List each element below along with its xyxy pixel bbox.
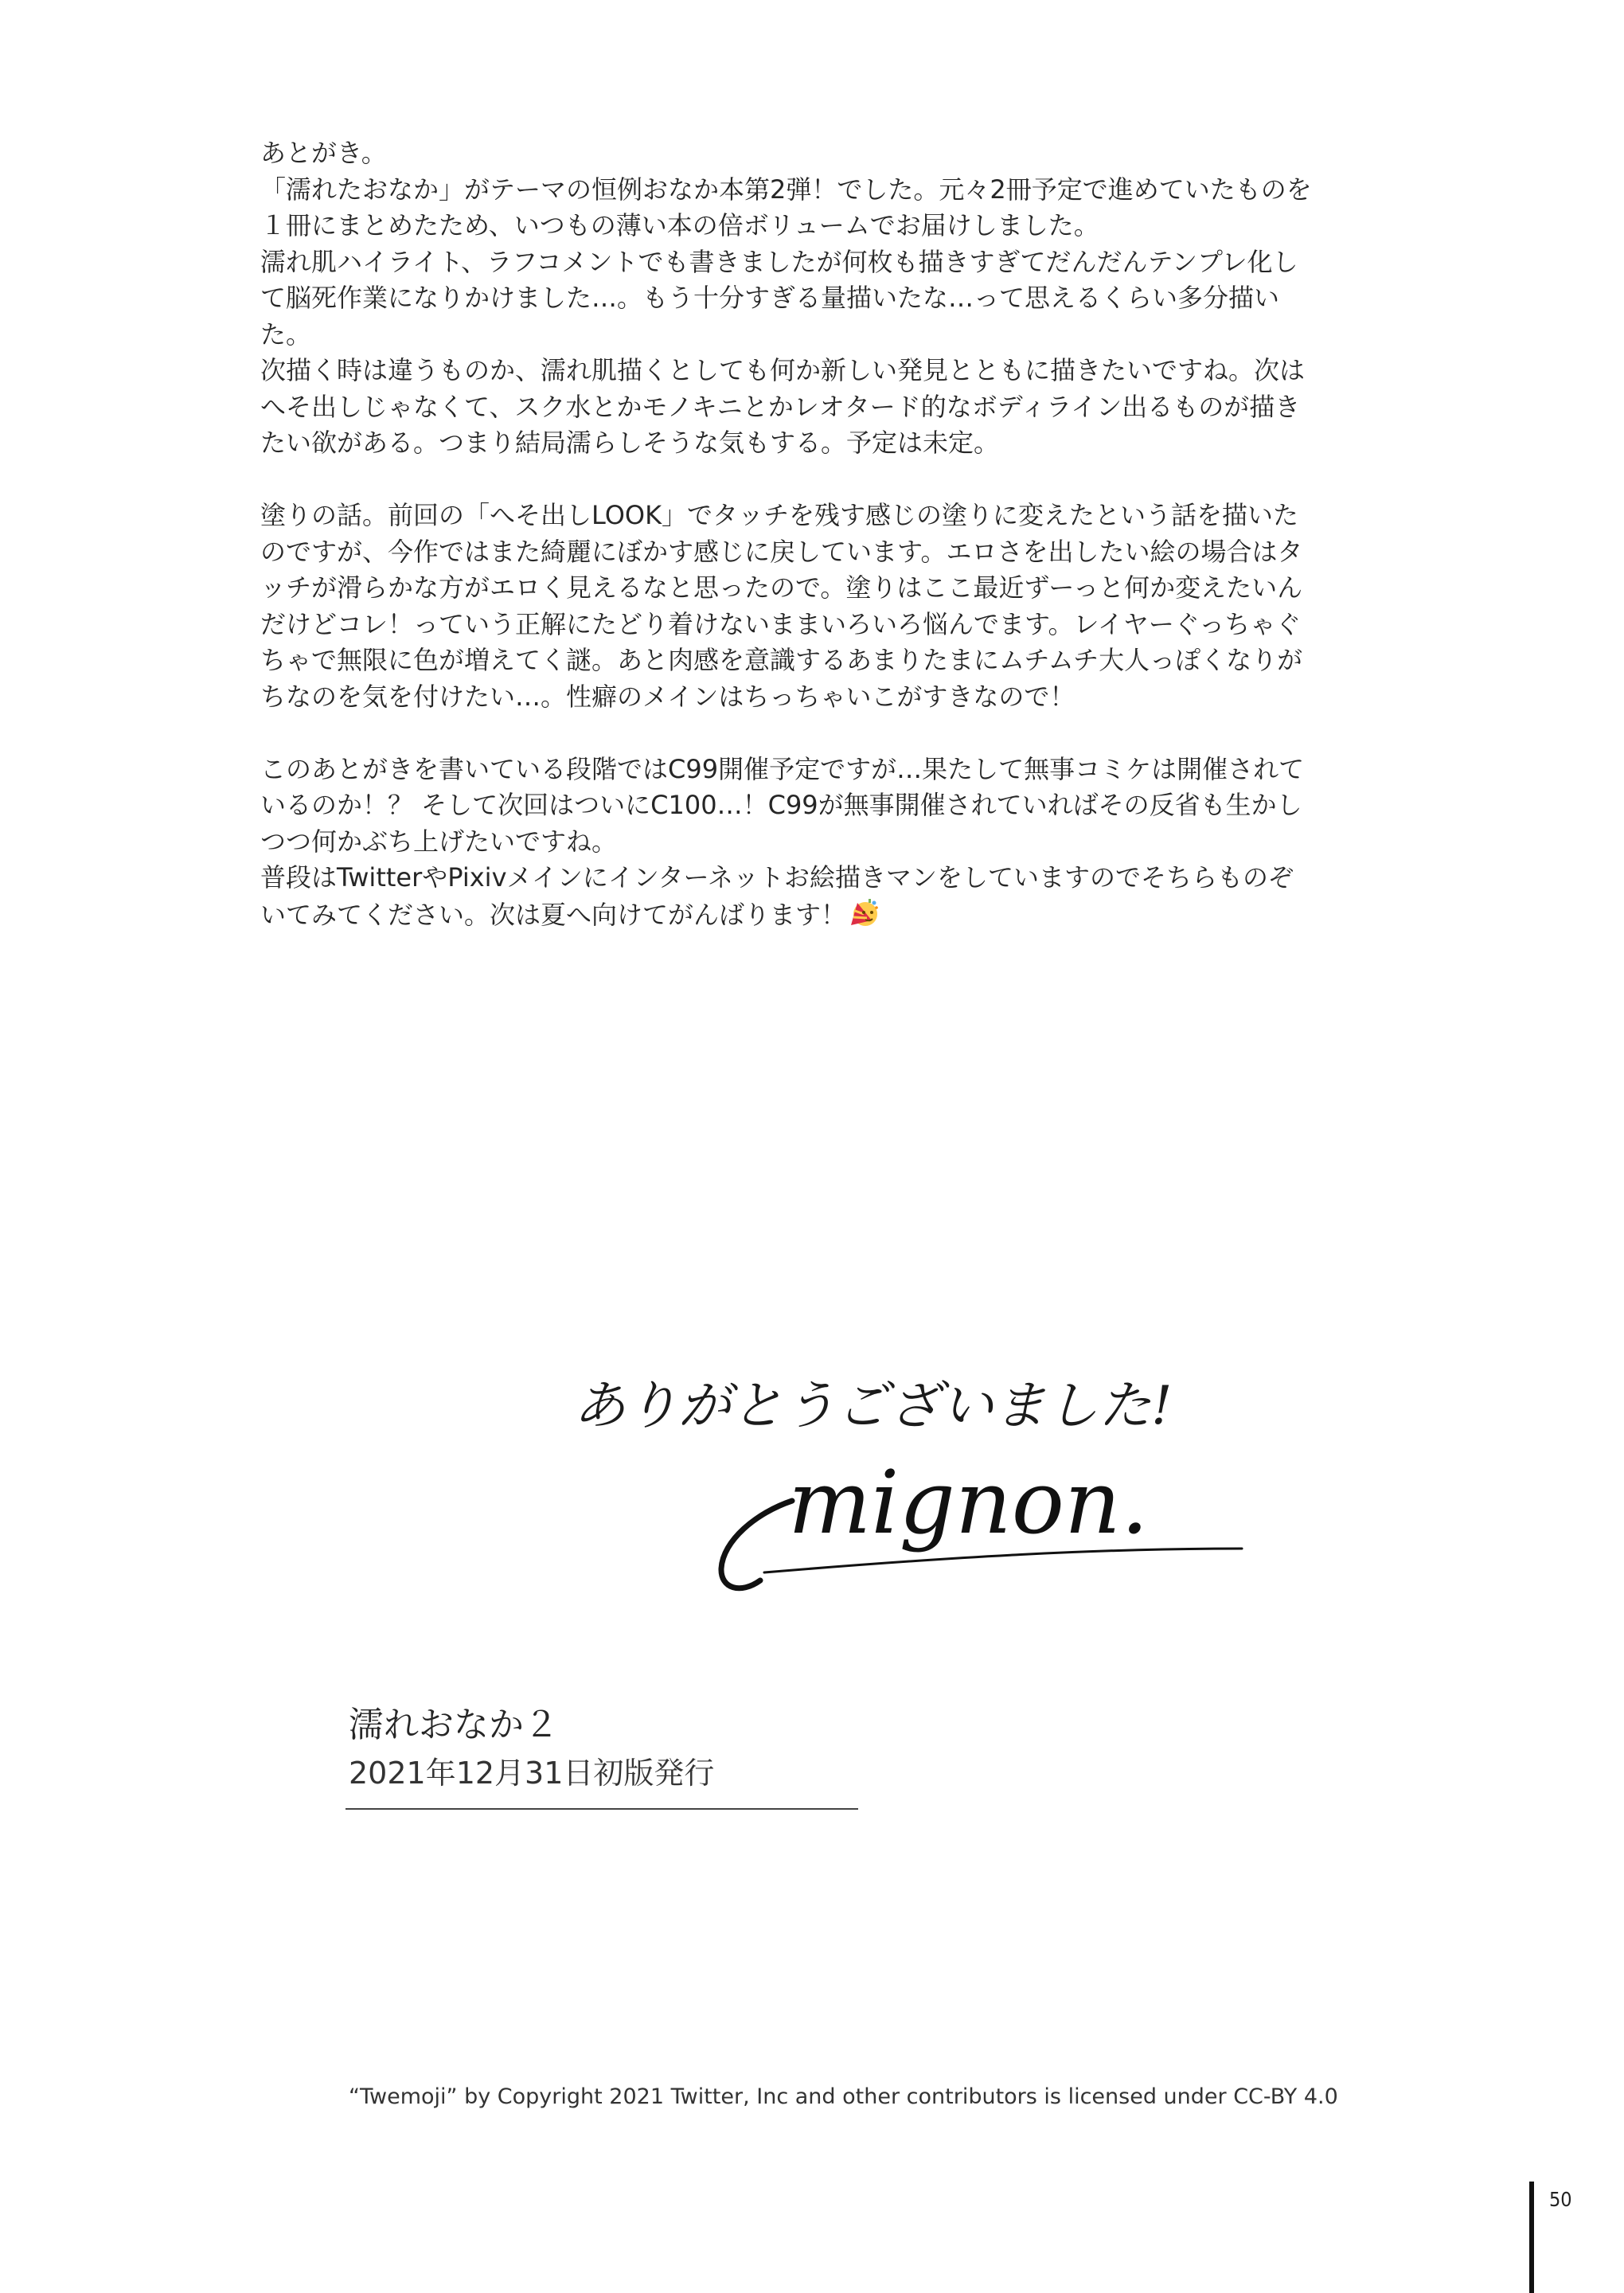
text-line-with-emoji <box>260 896 1470 939</box>
text-line: 普段はTwitterやPixivメインにインターネットお絵描きマンをしていますのでそちらものぞ <box>260 862 1294 893</box>
text-line: 次描く時は違うものか、濡れ肌描くとしても何か新しい発見とともに描きたいですね。次は <box>260 355 1306 385</box>
text-line: １冊にまとめたため、いつもの薄い本の倍ボリュームでお届けしました。 <box>260 210 1099 240</box>
text-line: のですが、今作ではまた綺麗にぼかす感じに戻しています。エロさを出したい絵の場合はタ <box>260 536 1303 567</box>
text-line: つつ何かぶち上げたいですね。 <box>260 826 618 857</box>
thanks-text: ありがとうございました! <box>573 1375 1173 1436</box>
signature-text: mignon. <box>788 1451 1149 1553</box>
afterword-text <box>260 135 1470 975</box>
text-line: ちゃで無限に色が増えてく謎。あと肉感を意識するあまりたまにムチムチ大人っぽくなりが <box>260 645 1303 675</box>
colophon-divider <box>345 1808 858 1810</box>
text-line: て脳死作業になりかけました…。もう十分すぎる量描いたな…って思えるくらい多分描い <box>260 283 1280 313</box>
signature <box>716 1453 1274 1604</box>
paragraph-2 <box>260 498 1470 715</box>
text-line: 濡れ肌ハイライト、ラフコメントでも書きましたが何枚も描きすぎてだんだんテンプレ化し <box>260 246 1298 277</box>
license-notice: “Twemoji” by Copyright 2021 Twitter, Inc and other contributors is licensed under CC-BY 4.0 <box>349 2084 1338 2109</box>
colophon-title: 濡れおなか２ <box>349 1705 559 1745</box>
handwritten-thanks <box>567 1354 1173 1449</box>
paragraph-3 <box>260 752 1470 939</box>
colophon-date: 2021年12月31日初版発行 <box>349 1756 715 1791</box>
text-line: いるのか！？ そして次回はついにC100…！C99が無事開催されていればその反省も生かし <box>260 790 1302 820</box>
party-face-emoji-icon <box>848 896 880 939</box>
page-number: 50 <box>1549 2188 1572 2211</box>
text-line: たい欲がある。つまり結局濡らしそうな気もする。予定は未定。 <box>260 428 1000 458</box>
text-line: 「濡れたおなか」がテーマの恒例おなか本第2弾！でした。元々2冊予定で進めていたものを <box>260 174 1312 205</box>
text-line: だけどコレ！っていう正解にたどり着けないままいろいろ悩んでます。レイヤーぐっちゃぐ <box>260 608 1302 639</box>
closing-line-text: いてみてください。次は夏へ向けてがんばります！ <box>260 899 847 930</box>
text-line: ッチが滑らかな方がエロく見えるなと思ったので。塗りはここ最近ずーっと何か変えたいん <box>260 572 1303 603</box>
text-line: あとがき。 <box>260 138 387 168</box>
page-marker-bar <box>1529 2182 1534 2293</box>
text-line: へそ出しじゃなくて、スク水とかモノキニとかレオタード的なボディライン出るものが描き <box>260 391 1301 422</box>
text-line: た。 <box>260 318 312 350</box>
text-line: ちなのを気を付けたい…。性癖のメインはちっちゃいこがすきなので！ <box>260 681 1076 712</box>
paragraph-1 <box>260 135 1470 462</box>
text-line: このあとがきを書いている段階ではC99開催予定ですが…果たして無事コミケは開催されて <box>260 753 1305 784</box>
text-line: 塗りの話。前回の「へそ出しLOOK」でタッチを残す感じの塗りに変えたという話を描いた <box>260 500 1299 530</box>
